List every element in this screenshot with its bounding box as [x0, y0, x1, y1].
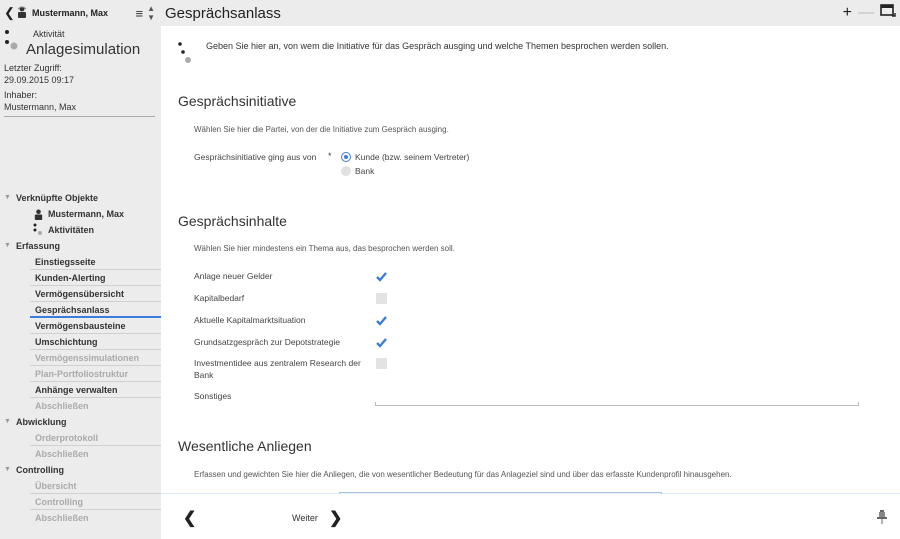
tree-item-label: Abschließen	[35, 513, 89, 523]
topic-label-depot-strategy: Grundsatzgespräch zur Depotstrategie	[194, 337, 340, 347]
concerns-hint: Erfassen und gewichten Sie hier die Anliegen, die von wesentlicher Bedeutung für das Anlageziel sind und über das erfasste Kundenprofil hinausgehen.	[194, 470, 732, 479]
other-label: Sonstiges	[194, 391, 232, 401]
topic-checkbox-depot-strategy[interactable]	[376, 337, 387, 348]
tree-item-label: Gesprächsanlass	[35, 305, 110, 315]
section-title-concerns: Wesentliche Anliegen	[178, 438, 312, 454]
radio-kunde[interactable]	[341, 152, 351, 162]
last-access-value: 29.09.2015 09:17	[4, 75, 75, 85]
topics-hint: Wählen Sie hier mindestens ein Thema aus, das besprochen werden soll.	[194, 244, 455, 253]
sidebar-header	[0, 0, 161, 26]
topic-label-research: Investmentidee aus zentralem Research der Bank	[194, 358, 361, 380]
tree-item-abschliessen-erfassung	[0, 398, 161, 414]
collapse-triangle-icon[interactable]: ▼	[4, 418, 11, 425]
radio-bank[interactable]	[341, 166, 351, 176]
initiative-hint: Wählen Sie hier die Partei, von der die Initiative zum Gespräch ausging.	[194, 125, 449, 134]
checkmark-icon	[376, 271, 387, 282]
radio-bank-label[interactable]: Bank	[355, 166, 375, 176]
person-icon	[33, 209, 44, 220]
footer-nav	[161, 496, 900, 539]
tree-item-umschichtung[interactable]	[0, 334, 161, 350]
tree-item-label: Verknüpfte Objekte	[16, 193, 99, 203]
last-access-label: Letzter Zugriff:	[4, 63, 62, 73]
tree-item-plan-portfoliostruktur	[0, 366, 161, 382]
section-title-initiative: Gesprächsinitiative	[178, 93, 297, 109]
tree-group-erfassung[interactable]	[0, 238, 161, 254]
activity-info	[0, 28, 161, 113]
sort-icon[interactable]: ▲ ▼	[147, 4, 155, 22]
tree-item-label: Controlling	[35, 497, 83, 507]
tree-item-label: Abwicklung	[16, 417, 67, 427]
tree-group-abwicklung[interactable]	[0, 414, 161, 430]
topic-label-capital-need: Kapitalbedarf	[194, 293, 245, 303]
minus-icon[interactable]: —	[858, 4, 874, 21]
tree-item-label: Umschichtung	[35, 337, 98, 347]
other-input[interactable]	[375, 402, 859, 406]
activity-icon	[4, 28, 18, 56]
tree-item-label: Controlling	[16, 465, 64, 475]
tree-item-einstiegsseite[interactable]	[0, 254, 161, 270]
tree-item-label: Übersicht	[35, 481, 77, 491]
tree-item-orderprotokoll	[0, 430, 161, 446]
tree-item-uebersicht	[0, 478, 161, 494]
tree-item-gespraechsanlass[interactable]	[30, 302, 161, 318]
required-mark: *	[328, 151, 332, 161]
activity-title: Anlagesimulation	[26, 41, 141, 58]
tree-item-anhaenge-verwalten[interactable]	[0, 382, 161, 398]
next-label[interactable]: Weiter	[292, 512, 318, 523]
topic-label-new-money: Anlage neuer Gelder	[194, 271, 273, 281]
topic-checkbox-capital-need[interactable]	[376, 293, 387, 304]
tree-item-label: Mustermann, Max	[48, 209, 125, 219]
tree-item-abschliessen-controlling	[0, 510, 161, 526]
tree-item-label: Kunden-Alerting	[35, 273, 106, 283]
sidebar-divider	[4, 116, 155, 117]
header-actions	[843, 4, 896, 23]
concerns-table-header[interactable]	[339, 492, 662, 494]
page-title: Gesprächsanlass	[165, 4, 281, 22]
tree-item-label: Abschließen	[35, 401, 89, 411]
tree-item-label: Plan-Portfoliostruktur	[35, 369, 129, 379]
activity-type: Aktivität	[33, 29, 65, 39]
tree-item-customer[interactable]	[0, 206, 161, 222]
topic-checkbox-research[interactable]	[376, 358, 387, 369]
intro-text: Geben Sie hier an, von wem die Initiative für das Gespräch ausging und welche Themen besprochen werden sollen.	[206, 41, 669, 51]
tree-item-label: Einstiegsseite	[35, 257, 96, 267]
main-content	[161, 26, 900, 494]
window-icon[interactable]	[880, 4, 896, 23]
collapse-triangle-icon[interactable]: ▼	[4, 194, 11, 201]
tree-item-label: Vermögenssimulationen	[35, 353, 140, 363]
owner-value: Mustermann, Max	[4, 102, 77, 112]
tree-item-vermoegensuebersicht[interactable]	[0, 286, 161, 302]
tree-item-vermoegenssimulationen	[0, 350, 161, 366]
back-icon[interactable]: ❮	[4, 5, 15, 20]
activity-icon	[33, 223, 44, 236]
tree-group-controlling[interactable]	[0, 462, 161, 478]
collapse-triangle-icon[interactable]: ▼	[4, 242, 11, 249]
collapse-triangle-icon[interactable]: ▼	[4, 466, 11, 473]
tree-group-linked-objects[interactable]	[0, 190, 161, 206]
next-button[interactable]: ❯	[329, 509, 343, 527]
topic-checkbox-market[interactable]	[376, 315, 387, 326]
intro	[176, 40, 686, 53]
previous-button[interactable]: ❮	[183, 509, 197, 527]
checkmark-icon	[376, 337, 387, 348]
tree-item-label: Abschließen	[35, 449, 89, 459]
navigation-tree	[0, 190, 161, 526]
owner-label: Inhaber:	[4, 90, 38, 100]
section-title-topics: Gesprächsinhalte	[178, 213, 287, 229]
activity-icon	[178, 42, 192, 64]
add-icon[interactable]: +	[842, 4, 852, 21]
sidebar	[0, 0, 161, 539]
page-header	[161, 0, 900, 26]
user-name[interactable]: Mustermann, Max	[32, 8, 109, 18]
tree-item-abschliessen-abwicklung	[0, 446, 161, 462]
checkmark-icon	[376, 315, 387, 326]
tree-item-activities[interactable]	[0, 222, 161, 238]
tree-item-label: Orderprotokoll	[35, 433, 99, 443]
tree-item-kunden-alerting[interactable]	[0, 270, 161, 286]
tree-item-label: Anhänge verwalten	[35, 385, 118, 395]
tree-item-label: Aktivitäten	[48, 225, 95, 235]
person-icon	[16, 6, 28, 20]
pin-icon[interactable]	[877, 510, 887, 529]
tree-item-controlling	[0, 494, 161, 510]
tree-item-vermoegensbausteine[interactable]	[0, 318, 161, 334]
topic-label-market: Aktuelle Kapitalmarktsituation	[194, 315, 306, 325]
menu-icon[interactable]: ≡	[135, 5, 144, 21]
topic-checkbox-new-money[interactable]	[376, 271, 387, 282]
initiative-field-label: Gesprächsinitiative ging aus von	[194, 152, 317, 162]
tree-item-label: Vermögensbausteine	[35, 321, 126, 331]
radio-kunde-label[interactable]: Kunde (bzw. seinem Vertreter)	[355, 152, 470, 162]
tree-item-label: Erfassung	[16, 241, 61, 251]
tree-item-label: Vermögensübersicht	[35, 289, 125, 299]
